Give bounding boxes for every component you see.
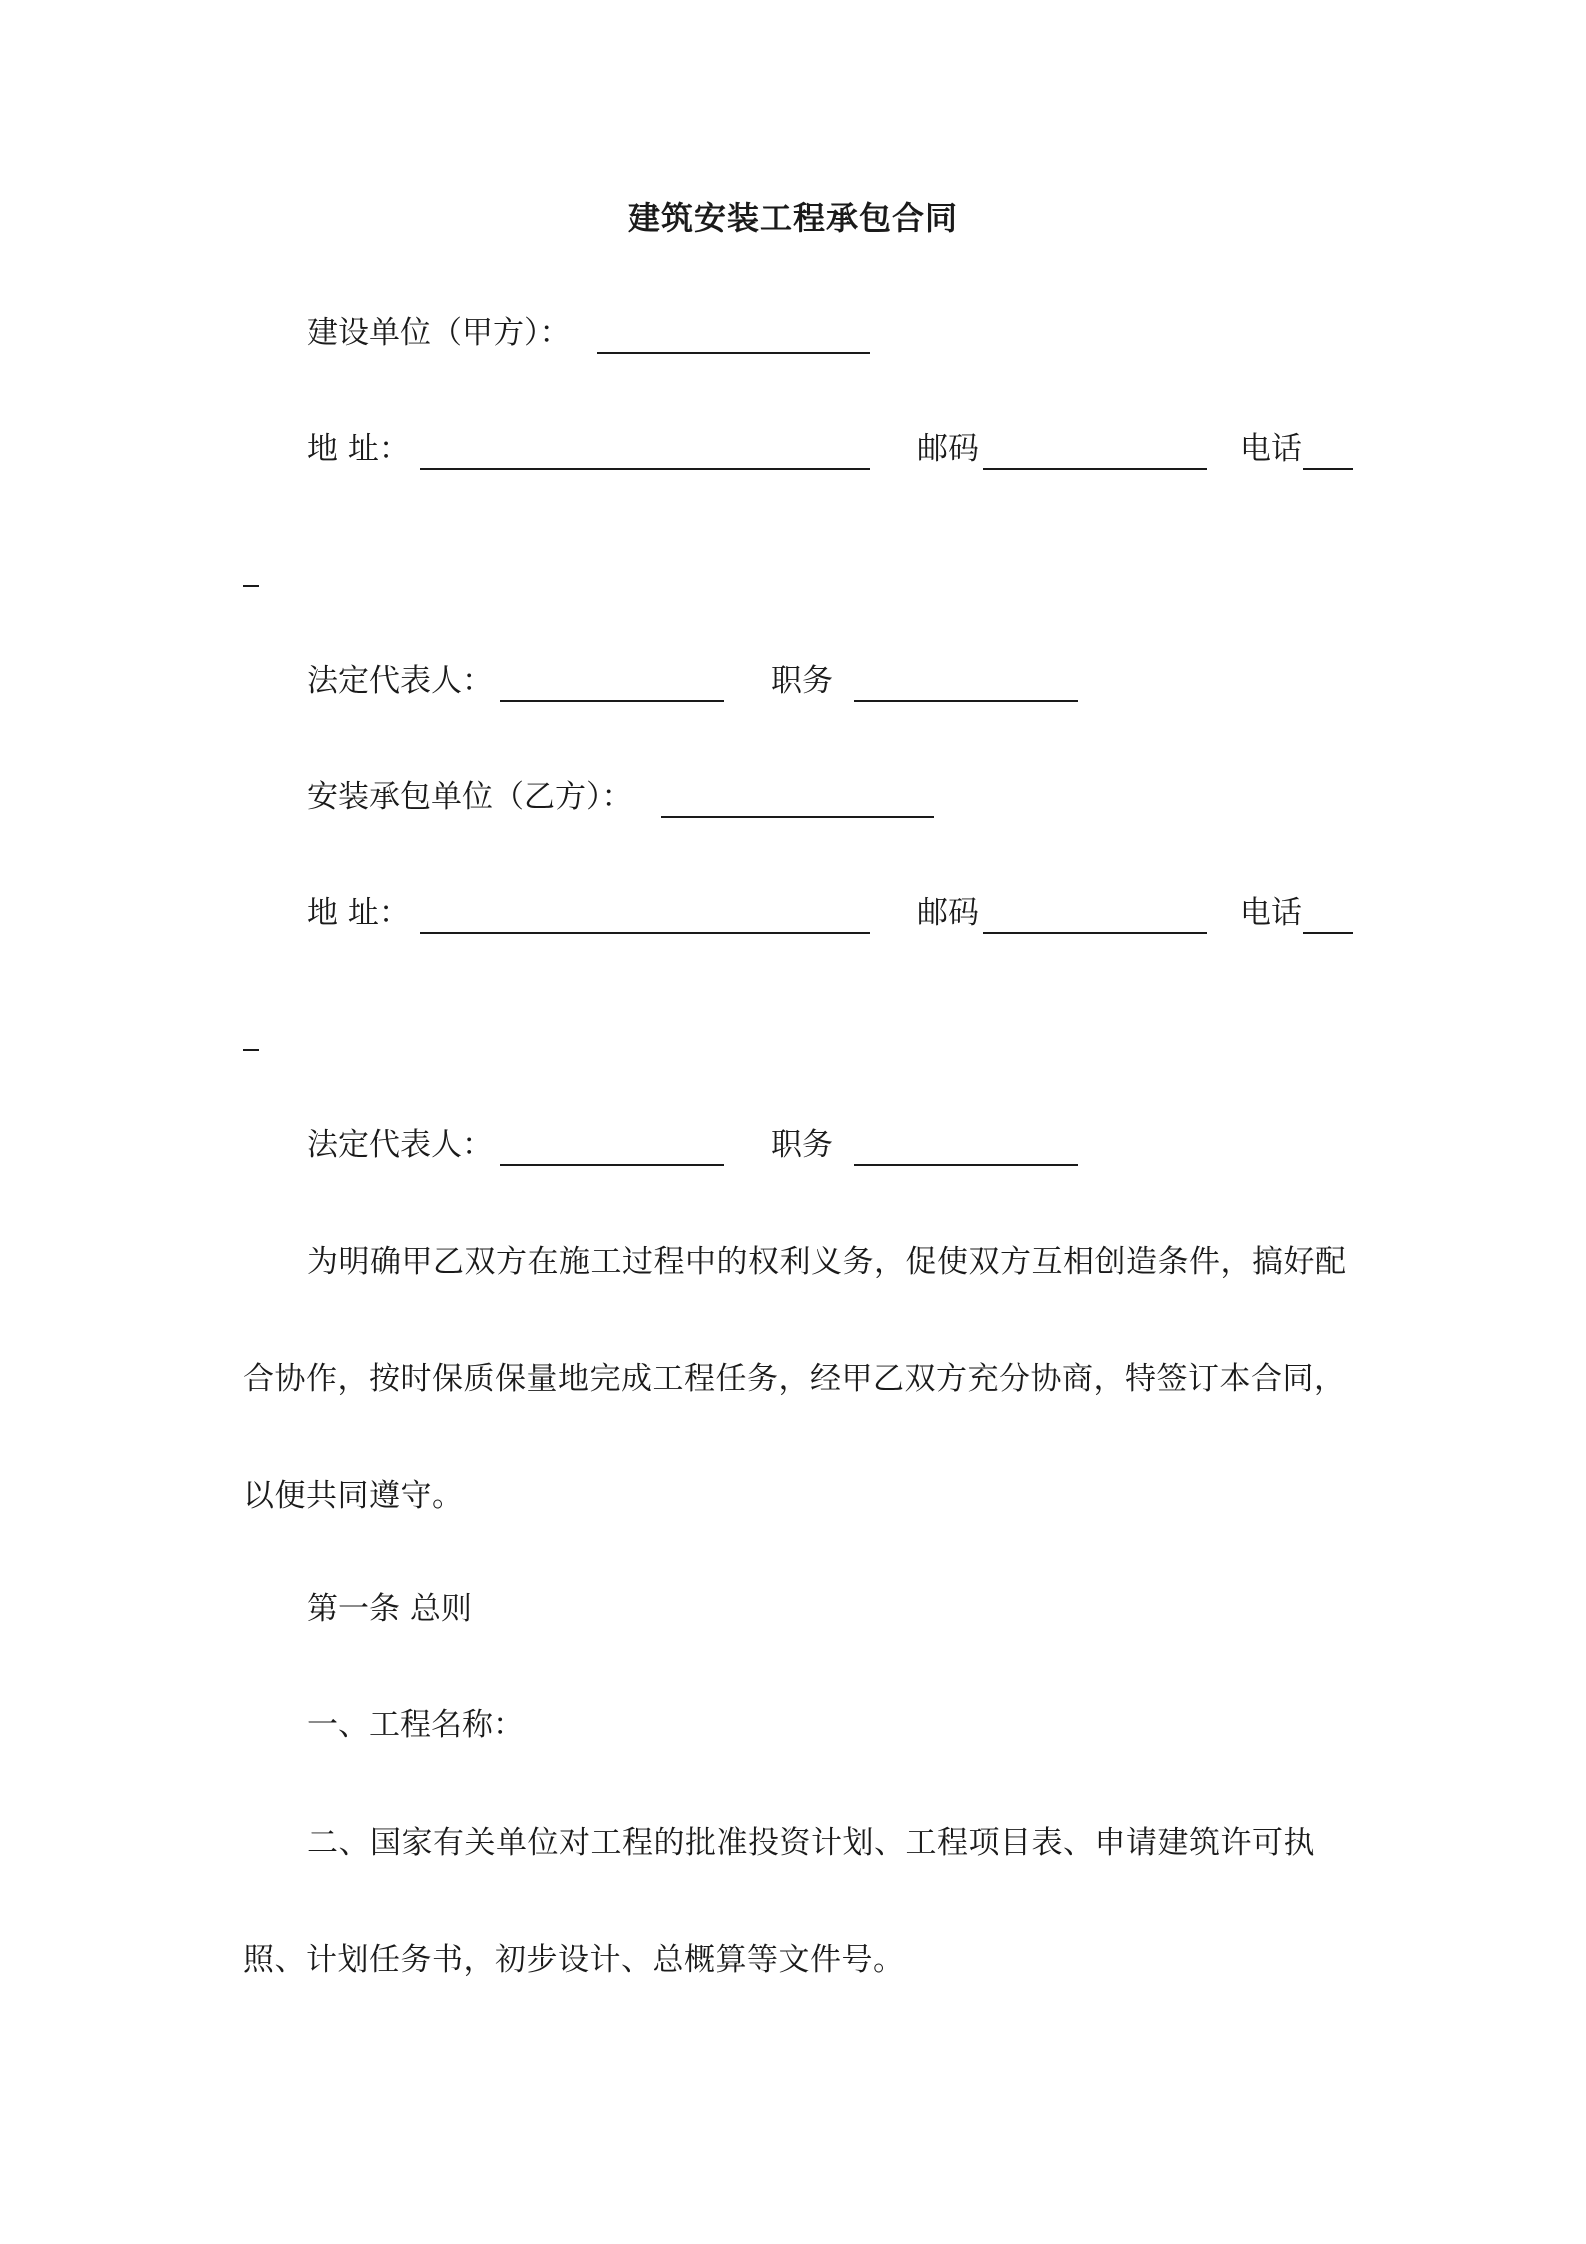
party-a-legal-rep-label: 法定代表人： [307, 663, 493, 699]
party-a-position-blank[interactable] [854, 700, 1078, 702]
party-b-label: 安装承包单位（乙方）： [307, 779, 633, 815]
party-b-postcode-label: 邮码 [917, 895, 979, 931]
party-b-position-blank[interactable] [854, 1164, 1078, 1166]
party-a-phone-label: 电话 [1240, 431, 1302, 467]
party-a-postcode-blank[interactable] [983, 468, 1207, 470]
party-b-address-blank[interactable] [420, 932, 870, 934]
party-a-address-label: 地 址： [307, 431, 410, 467]
party-b-postcode-blank[interactable] [983, 932, 1207, 934]
party-b-phone-blank[interactable] [1303, 932, 1353, 934]
article-1-item-1: 一、工程名称： [307, 1707, 524, 1743]
party-b-address-label: 地 址： [307, 895, 410, 931]
party-a-blank[interactable] [597, 352, 870, 354]
article-1-item-2: 二、国家有关单位对工程的批准投资计划、工程项目表、申请建筑许可执照、计划任务书，初步设计、总概算等文件号。 [243, 1825, 1315, 1978]
party-a-legal-rep-blank[interactable] [500, 700, 724, 702]
party-b-legal-rep-blank[interactable] [500, 1164, 724, 1166]
party-a-address-blank[interactable] [420, 468, 870, 470]
party-a-phone-blank-wrap[interactable] [243, 585, 259, 587]
party-b-phone-blank-wrap[interactable] [243, 1049, 259, 1051]
party-b-blank[interactable] [661, 816, 934, 818]
party-a-postcode-label: 邮码 [917, 431, 979, 467]
party-b-legal-rep-label: 法定代表人： [307, 1127, 493, 1163]
article-1-heading: 第一条 总则 [307, 1591, 472, 1627]
party-a-position-label: 职务 [771, 663, 833, 699]
party-a-phone-blank[interactable] [1303, 468, 1353, 470]
party-a-label: 建设单位（甲方）： [307, 315, 571, 351]
preamble-paragraph: 为明确甲乙双方在施工过程中的权利义务，促使双方互相创造条件，搞好配合协作，按时保质保量地完成工程任务，经甲乙双方充分协商，特签订本合同，以便共同遵守。 [243, 1244, 1347, 1514]
document-title: 建筑安装工程承包合同 [627, 199, 958, 237]
party-b-position-label: 职务 [771, 1127, 833, 1163]
party-b-phone-label: 电话 [1240, 895, 1302, 931]
